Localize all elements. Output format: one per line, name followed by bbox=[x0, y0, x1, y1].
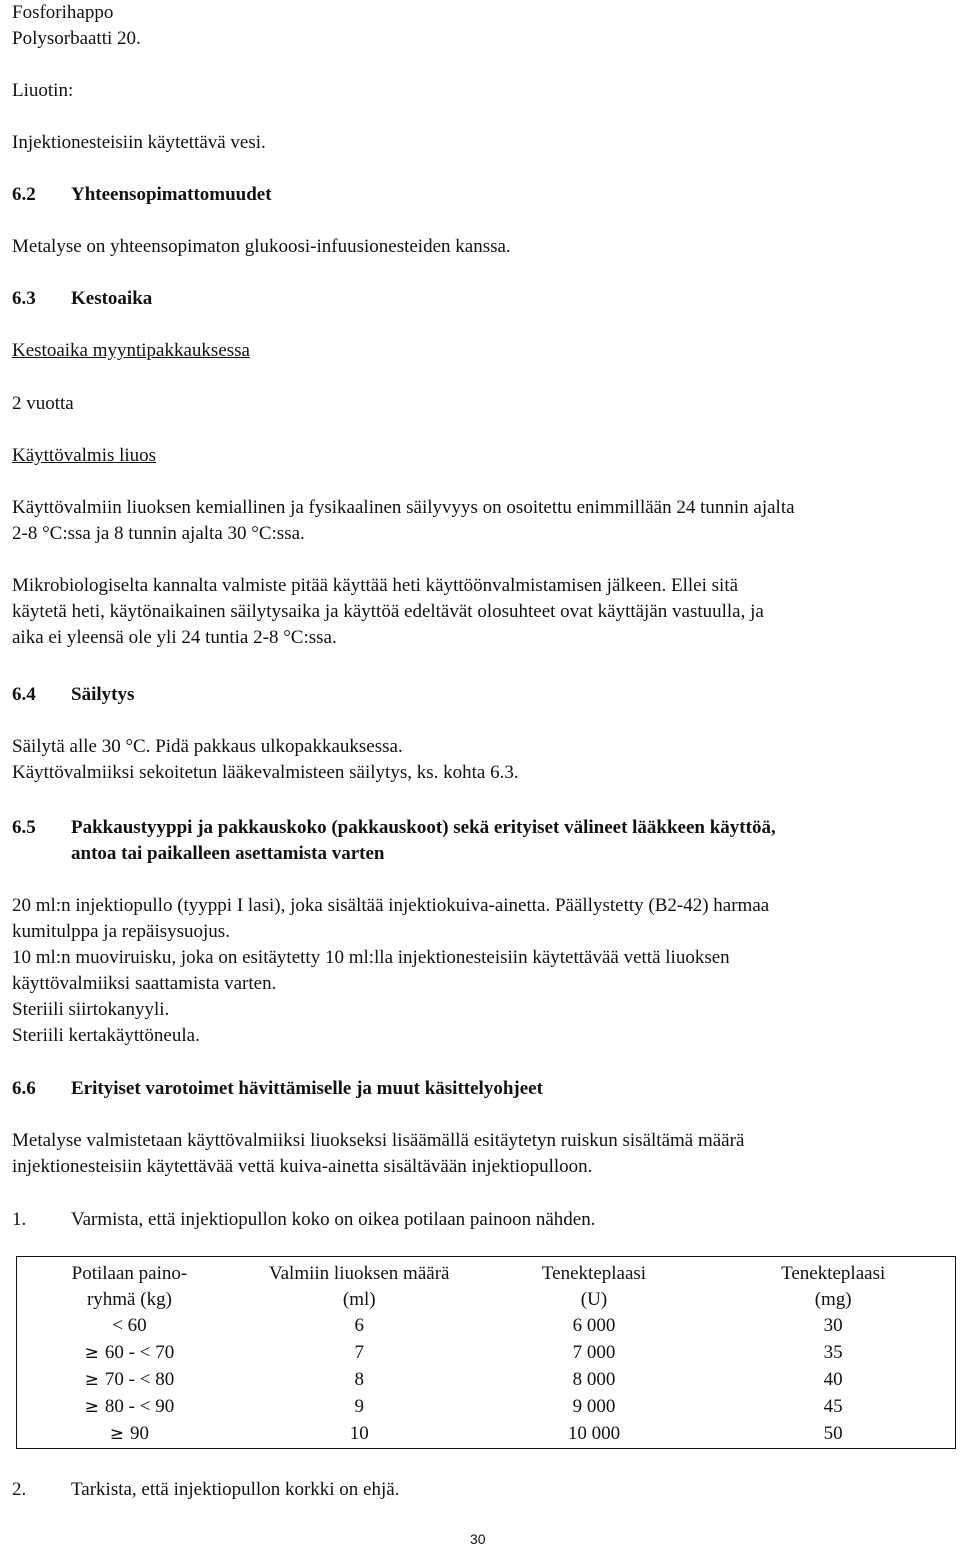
header-tenecteplase-mg bbox=[711, 1257, 955, 1314]
section-6-2-text: Metalyse on yhteensopimaton glukoosi-infuusionesteiden kanssa. bbox=[12, 236, 511, 257]
header-line: Tenekteplaasi bbox=[541, 1263, 647, 1284]
table-row bbox=[17, 1313, 956, 1340]
intro-line-2: Polysorbaatti 20. bbox=[12, 28, 141, 49]
section-number: 6.6 bbox=[12, 1078, 36, 1099]
cell-mg: 35 bbox=[823, 1342, 843, 1363]
weight-range: 80 - < 90 bbox=[104, 1396, 175, 1417]
section-number: 6.4 bbox=[12, 684, 36, 705]
cell-units: 10 000 bbox=[567, 1423, 621, 1444]
dosing-table bbox=[16, 1256, 956, 1449]
cell-weight-group: < 60 bbox=[112, 1315, 147, 1336]
package-line-2: kumitulppa ja repäisysuojus. bbox=[12, 921, 230, 942]
table-row bbox=[17, 1421, 956, 1449]
greater-equal-symbol: ≥ bbox=[109, 1424, 125, 1444]
page-number: 30 bbox=[470, 1531, 486, 1547]
cell-mg: 30 bbox=[823, 1315, 843, 1336]
section-title: Kestoaika bbox=[71, 288, 153, 309]
section-title: Säilytys bbox=[71, 684, 135, 705]
header-tenecteplase-units bbox=[477, 1257, 712, 1314]
package-line-1: 20 ml:n injektiopullo (tyyppi I lasi), joka sisältää injektiokuiva-ainetta. Päällystetty (B2-42) harmaa bbox=[12, 895, 770, 916]
header-weight-group bbox=[17, 1257, 242, 1314]
header-line: (U) bbox=[580, 1289, 608, 1310]
cell-units: 8 000 bbox=[572, 1369, 616, 1390]
greater-equal-symbol: ≥ bbox=[84, 1370, 99, 1390]
greater-equal-symbol: ≥ bbox=[84, 1397, 99, 1417]
cell-weight-group bbox=[17, 1340, 242, 1367]
microbiology-line-2: käytetä heti, käytönaikainen säilytysaika ja käyttöä edeltävät olosuhteet ovat käyttäjän vastuulla, ja bbox=[12, 601, 764, 622]
step-2 bbox=[12, 1477, 399, 1503]
solvent-value: Injektionesteisiin käytettävä vesi. bbox=[12, 132, 266, 153]
cell-units: 6 000 bbox=[572, 1315, 616, 1336]
preparation-line-2: injektionesteisiin käytettävää vettä kuiva-ainetta sisältävään injektiopulloon. bbox=[12, 1156, 593, 1177]
header-line: Tenekteplaasi bbox=[781, 1263, 886, 1284]
stability-line-1: Käyttövalmiin liuoksen kemiallinen ja fysikaalinen säilyvyys on osoitettu enimmillään 24 tunnin ajalta bbox=[12, 497, 795, 518]
preparation-line-1: Metalyse valmistetaan käyttövalmiiksi liuokseksi lisäämällä esitäytetyn ruiskun sisältämä määrä bbox=[12, 1130, 745, 1151]
weight-range: 60 - < 70 bbox=[104, 1342, 175, 1363]
cell-weight-group bbox=[17, 1367, 242, 1394]
step-1 bbox=[12, 1207, 596, 1233]
cell-volume: 9 bbox=[354, 1396, 364, 1417]
cell-units: 7 000 bbox=[572, 1342, 616, 1363]
header-line: ryhmä (kg) bbox=[86, 1289, 172, 1310]
solvent-label: Liuotin: bbox=[12, 80, 74, 101]
section-6-4-heading bbox=[12, 682, 134, 708]
step-number: 1. bbox=[12, 1209, 27, 1230]
section-6-3-heading bbox=[12, 286, 152, 312]
table-header-row bbox=[17, 1257, 956, 1314]
cell-weight-group bbox=[17, 1421, 242, 1449]
section-number: 6.3 bbox=[12, 288, 36, 309]
cell-mg: 50 bbox=[823, 1423, 843, 1444]
package-line-4: käyttövalmiiksi saattamista varten. bbox=[12, 973, 277, 994]
weight-range: 90 bbox=[130, 1423, 150, 1444]
shelf-life-package-value: 2 vuotta bbox=[12, 393, 74, 414]
greater-equal-symbol: ≥ bbox=[84, 1343, 99, 1363]
microbiology-line-1: Mikrobiologiselta kannalta valmiste pitää käyttää heti käyttöönvalmistamisen jälkeen. Ellei sitä bbox=[12, 575, 739, 596]
package-line-5: Steriili siirtokanyyli. bbox=[12, 999, 170, 1020]
intro-line-1: Fosforihappo bbox=[12, 2, 114, 23]
section-title: Erityiset varotoimet hävittämiselle ja muut käsittelyohjeet bbox=[71, 1078, 543, 1099]
section-number: 6.2 bbox=[12, 184, 36, 205]
section-title: Yhteensopimattomuudet bbox=[71, 184, 272, 205]
cell-units: 9 000 bbox=[572, 1396, 616, 1417]
section-title: Pakkaustyyppi ja pakkauskoko (pakkauskoot) sekä erityiset välineet lääkkeen käyttöä, bbox=[71, 817, 776, 838]
section-6-6-heading bbox=[12, 1076, 543, 1102]
cell-mg: 45 bbox=[823, 1396, 843, 1417]
package-line-3: 10 ml:n muoviruisku, joka on esitäytetty 10 ml:lla injektionesteisiin käytettävää vettä liuoksen bbox=[12, 947, 730, 968]
step-text: Varmista, että injektiopullon koko on oikea potilaan painoon nähden. bbox=[71, 1209, 596, 1230]
section-6-5-heading-line-1 bbox=[12, 815, 776, 841]
stability-line-2: 2-8 °C:ssa ja 8 tunnin ajalta 30 °C:ssa. bbox=[12, 523, 305, 544]
cell-mg: 40 bbox=[823, 1369, 843, 1390]
reconstituted-solution-heading: Käyttövalmis liuos bbox=[12, 445, 157, 466]
section-6-5-heading-line-2: antoa tai paikalleen asettamista varten bbox=[71, 843, 385, 864]
table-row bbox=[17, 1394, 956, 1421]
header-line: Potilaan paino- bbox=[71, 1263, 188, 1284]
cell-volume: 7 bbox=[354, 1342, 364, 1363]
section-6-2-heading bbox=[12, 182, 272, 208]
header-solution-volume bbox=[242, 1257, 477, 1314]
header-line: (mg) bbox=[814, 1289, 852, 1310]
microbiology-line-3: aika ei yleensä ole yli 24 tuntia 2-8 °C:ssa. bbox=[12, 627, 337, 648]
cell-volume: 6 bbox=[354, 1315, 364, 1336]
weight-range: 70 - < 80 bbox=[104, 1369, 175, 1390]
header-line: (ml) bbox=[342, 1289, 376, 1310]
table-row bbox=[17, 1340, 956, 1367]
step-text: Tarkista, että injektiopullon korkki on ehjä. bbox=[71, 1479, 400, 1500]
cell-weight-group bbox=[17, 1394, 242, 1421]
header-line: Valmiin liuoksen määrä bbox=[269, 1263, 450, 1284]
table-row bbox=[17, 1367, 956, 1394]
section-number: 6.5 bbox=[12, 817, 36, 838]
cell-volume: 8 bbox=[354, 1369, 364, 1390]
package-line-6: Steriili kertakäyttöneula. bbox=[12, 1025, 200, 1046]
storage-line-2: Käyttövalmiiksi sekoitetun lääkevalmisteen säilytys, ks. kohta 6.3. bbox=[12, 762, 519, 783]
storage-line-1: Säilytä alle 30 °C. Pidä pakkaus ulkopakkauksessa. bbox=[12, 736, 403, 757]
shelf-life-package-heading: Kestoaika myyntipakkauksessa bbox=[12, 340, 250, 361]
cell-volume: 10 bbox=[349, 1423, 369, 1444]
step-number: 2. bbox=[12, 1479, 27, 1500]
